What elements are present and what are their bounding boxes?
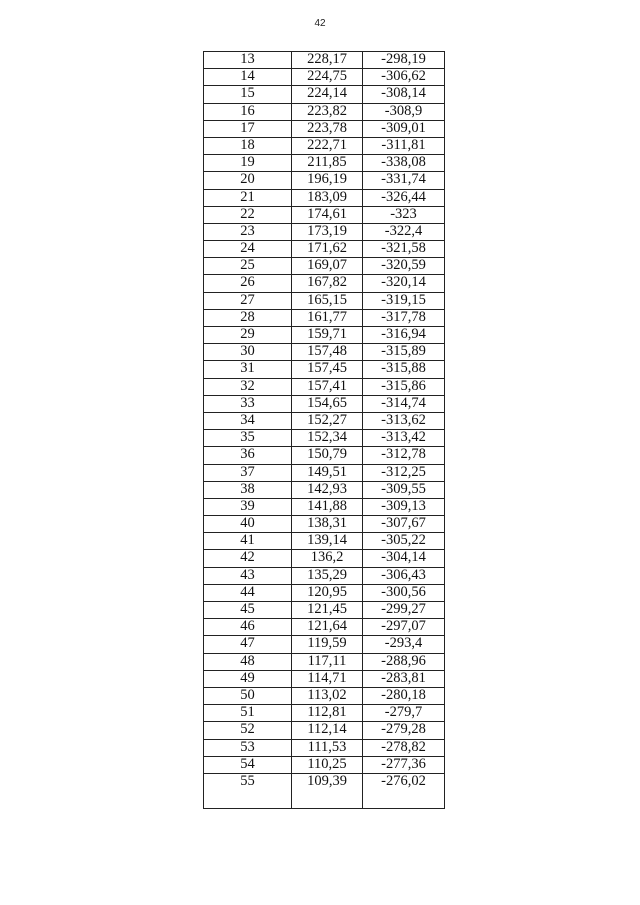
row-index-cell: 23 [204, 223, 292, 240]
value-a-cell: 136,2 [292, 550, 363, 567]
table-row [204, 412, 445, 429]
table-row [204, 533, 445, 550]
value-a-cell: 110,25 [292, 756, 363, 773]
value-a-cell: 157,48 [292, 344, 363, 361]
value-a-cell: 154,65 [292, 395, 363, 412]
table-body [204, 52, 445, 809]
value-b-cell: -331,74 [363, 172, 445, 189]
row-index-cell: 50 [204, 687, 292, 704]
value-a-cell: 117,11 [292, 653, 363, 670]
row-index-cell: 16 [204, 103, 292, 120]
value-a-cell: 165,15 [292, 292, 363, 309]
value-b-cell: -320,59 [363, 258, 445, 275]
value-b-cell: -276,02 [363, 773, 445, 808]
table-row [204, 344, 445, 361]
value-a-cell: 119,59 [292, 636, 363, 653]
value-a-cell: 167,82 [292, 275, 363, 292]
value-b-cell: -307,67 [363, 516, 445, 533]
value-b-cell: -322,4 [363, 223, 445, 240]
table-row [204, 567, 445, 584]
value-b-cell: -308,9 [363, 103, 445, 120]
row-index-cell: 40 [204, 516, 292, 533]
row-index-cell: 30 [204, 344, 292, 361]
value-a-cell: 161,77 [292, 309, 363, 326]
value-b-cell: -309,13 [363, 498, 445, 515]
table-row [204, 258, 445, 275]
table-row [204, 602, 445, 619]
row-index-cell: 32 [204, 378, 292, 395]
table-row [204, 86, 445, 103]
value-a-cell: 152,27 [292, 412, 363, 429]
value-b-cell: -311,81 [363, 137, 445, 154]
row-index-cell: 47 [204, 636, 292, 653]
row-index-cell: 52 [204, 722, 292, 739]
value-b-cell: -317,78 [363, 309, 445, 326]
value-a-cell: 113,02 [292, 687, 363, 704]
value-a-cell: 121,45 [292, 602, 363, 619]
table-row [204, 327, 445, 344]
value-a-cell: 149,51 [292, 464, 363, 481]
value-b-cell: -338,08 [363, 155, 445, 172]
table-row [204, 223, 445, 240]
value-a-cell: 142,93 [292, 481, 363, 498]
value-b-cell: -313,62 [363, 412, 445, 429]
row-index-cell: 49 [204, 670, 292, 687]
value-b-cell: -313,42 [363, 430, 445, 447]
value-b-cell: -305,22 [363, 533, 445, 550]
value-b-cell: -323 [363, 206, 445, 223]
value-a-cell: 222,71 [292, 137, 363, 154]
value-a-cell: 120,95 [292, 584, 363, 601]
table-row [204, 395, 445, 412]
table-row [204, 103, 445, 120]
value-a-cell: 121,64 [292, 619, 363, 636]
value-a-cell: 111,53 [292, 739, 363, 756]
table-row [204, 275, 445, 292]
row-index-cell: 43 [204, 567, 292, 584]
value-a-cell: 224,75 [292, 69, 363, 86]
table-row [204, 653, 445, 670]
table-row [204, 447, 445, 464]
value-b-cell: -300,56 [363, 584, 445, 601]
value-b-cell: -278,82 [363, 739, 445, 756]
row-index-cell: 31 [204, 361, 292, 378]
row-index-cell: 28 [204, 309, 292, 326]
table-row [204, 636, 445, 653]
value-b-cell: -288,96 [363, 653, 445, 670]
table-row [204, 516, 445, 533]
value-b-cell: -293,4 [363, 636, 445, 653]
value-b-cell: -312,78 [363, 447, 445, 464]
row-index-cell: 48 [204, 653, 292, 670]
value-b-cell: -326,44 [363, 189, 445, 206]
value-b-cell: -297,07 [363, 619, 445, 636]
value-a-cell: 112,81 [292, 705, 363, 722]
row-index-cell: 18 [204, 137, 292, 154]
row-index-cell: 25 [204, 258, 292, 275]
row-index-cell: 38 [204, 481, 292, 498]
value-a-cell: 223,78 [292, 120, 363, 137]
row-index-cell: 54 [204, 756, 292, 773]
row-index-cell: 26 [204, 275, 292, 292]
table-row [204, 378, 445, 395]
value-b-cell: -321,58 [363, 241, 445, 258]
row-index-cell: 17 [204, 120, 292, 137]
table-row [204, 481, 445, 498]
value-b-cell: -308,14 [363, 86, 445, 103]
value-a-cell: 112,14 [292, 722, 363, 739]
table-row [204, 189, 445, 206]
row-index-cell: 36 [204, 447, 292, 464]
row-index-cell: 41 [204, 533, 292, 550]
value-b-cell: -306,62 [363, 69, 445, 86]
value-b-cell: -320,14 [363, 275, 445, 292]
row-index-cell: 37 [204, 464, 292, 481]
value-b-cell: -315,86 [363, 378, 445, 395]
value-a-cell: 141,88 [292, 498, 363, 515]
table-row [204, 550, 445, 567]
row-index-cell: 27 [204, 292, 292, 309]
row-index-cell: 46 [204, 619, 292, 636]
table-row [204, 69, 445, 86]
value-b-cell: -277,36 [363, 756, 445, 773]
value-b-cell: -319,15 [363, 292, 445, 309]
row-index-cell: 24 [204, 241, 292, 258]
value-a-cell: 173,19 [292, 223, 363, 240]
value-a-cell: 211,85 [292, 155, 363, 172]
page-number: 42 [314, 18, 326, 29]
row-index-cell: 45 [204, 602, 292, 619]
table-row [204, 430, 445, 447]
row-index-cell: 13 [204, 52, 292, 69]
value-a-cell: 139,14 [292, 533, 363, 550]
value-b-cell: -283,81 [363, 670, 445, 687]
value-a-cell: 174,61 [292, 206, 363, 223]
row-index-cell: 20 [204, 172, 292, 189]
table-row [204, 52, 445, 69]
table-row [204, 670, 445, 687]
row-index-cell: 42 [204, 550, 292, 567]
table-row [204, 292, 445, 309]
value-b-cell: -312,25 [363, 464, 445, 481]
table-row [204, 241, 445, 258]
value-b-cell: -315,89 [363, 344, 445, 361]
row-index-cell: 22 [204, 206, 292, 223]
value-b-cell: -315,88 [363, 361, 445, 378]
table-row [204, 739, 445, 756]
table-row [204, 206, 445, 223]
value-b-cell: -298,19 [363, 52, 445, 69]
value-b-cell: -304,14 [363, 550, 445, 567]
table-row [204, 722, 445, 739]
table-row [204, 309, 445, 326]
value-a-cell: 224,14 [292, 86, 363, 103]
row-index-cell: 55 [204, 773, 292, 808]
value-a-cell: 150,79 [292, 447, 363, 464]
table-row [204, 120, 445, 137]
value-a-cell: 159,71 [292, 327, 363, 344]
value-a-cell: 223,82 [292, 103, 363, 120]
value-a-cell: 109,39 [292, 773, 363, 808]
value-a-cell: 135,29 [292, 567, 363, 584]
value-a-cell: 114,71 [292, 670, 363, 687]
value-a-cell: 157,41 [292, 378, 363, 395]
row-index-cell: 15 [204, 86, 292, 103]
value-b-cell: -309,55 [363, 481, 445, 498]
row-index-cell: 29 [204, 327, 292, 344]
table-row [204, 137, 445, 154]
value-a-cell: 171,62 [292, 241, 363, 258]
table-row [204, 155, 445, 172]
row-index-cell: 51 [204, 705, 292, 722]
value-b-cell: -279,7 [363, 705, 445, 722]
row-index-cell: 44 [204, 584, 292, 601]
table-row [204, 584, 445, 601]
value-b-cell: -314,74 [363, 395, 445, 412]
row-index-cell: 34 [204, 412, 292, 429]
value-b-cell: -279,28 [363, 722, 445, 739]
table-row [204, 705, 445, 722]
value-a-cell: 228,17 [292, 52, 363, 69]
value-b-cell: -306,43 [363, 567, 445, 584]
row-index-cell: 19 [204, 155, 292, 172]
value-b-cell: -299,27 [363, 602, 445, 619]
value-a-cell: 169,07 [292, 258, 363, 275]
value-a-cell: 183,09 [292, 189, 363, 206]
value-b-cell: -280,18 [363, 687, 445, 704]
data-table [203, 51, 445, 809]
row-index-cell: 35 [204, 430, 292, 447]
value-b-cell: -316,94 [363, 327, 445, 344]
value-a-cell: 196,19 [292, 172, 363, 189]
row-index-cell: 53 [204, 739, 292, 756]
value-a-cell: 157,45 [292, 361, 363, 378]
table-row [204, 172, 445, 189]
row-index-cell: 21 [204, 189, 292, 206]
row-index-cell: 39 [204, 498, 292, 515]
table-row [204, 619, 445, 636]
table-row [204, 464, 445, 481]
row-index-cell: 14 [204, 69, 292, 86]
value-a-cell: 152,34 [292, 430, 363, 447]
table-row [204, 361, 445, 378]
table-row [204, 773, 445, 808]
table-row [204, 756, 445, 773]
table-row [204, 498, 445, 515]
value-b-cell: -309,01 [363, 120, 445, 137]
value-a-cell: 138,31 [292, 516, 363, 533]
row-index-cell: 33 [204, 395, 292, 412]
table-row [204, 687, 445, 704]
